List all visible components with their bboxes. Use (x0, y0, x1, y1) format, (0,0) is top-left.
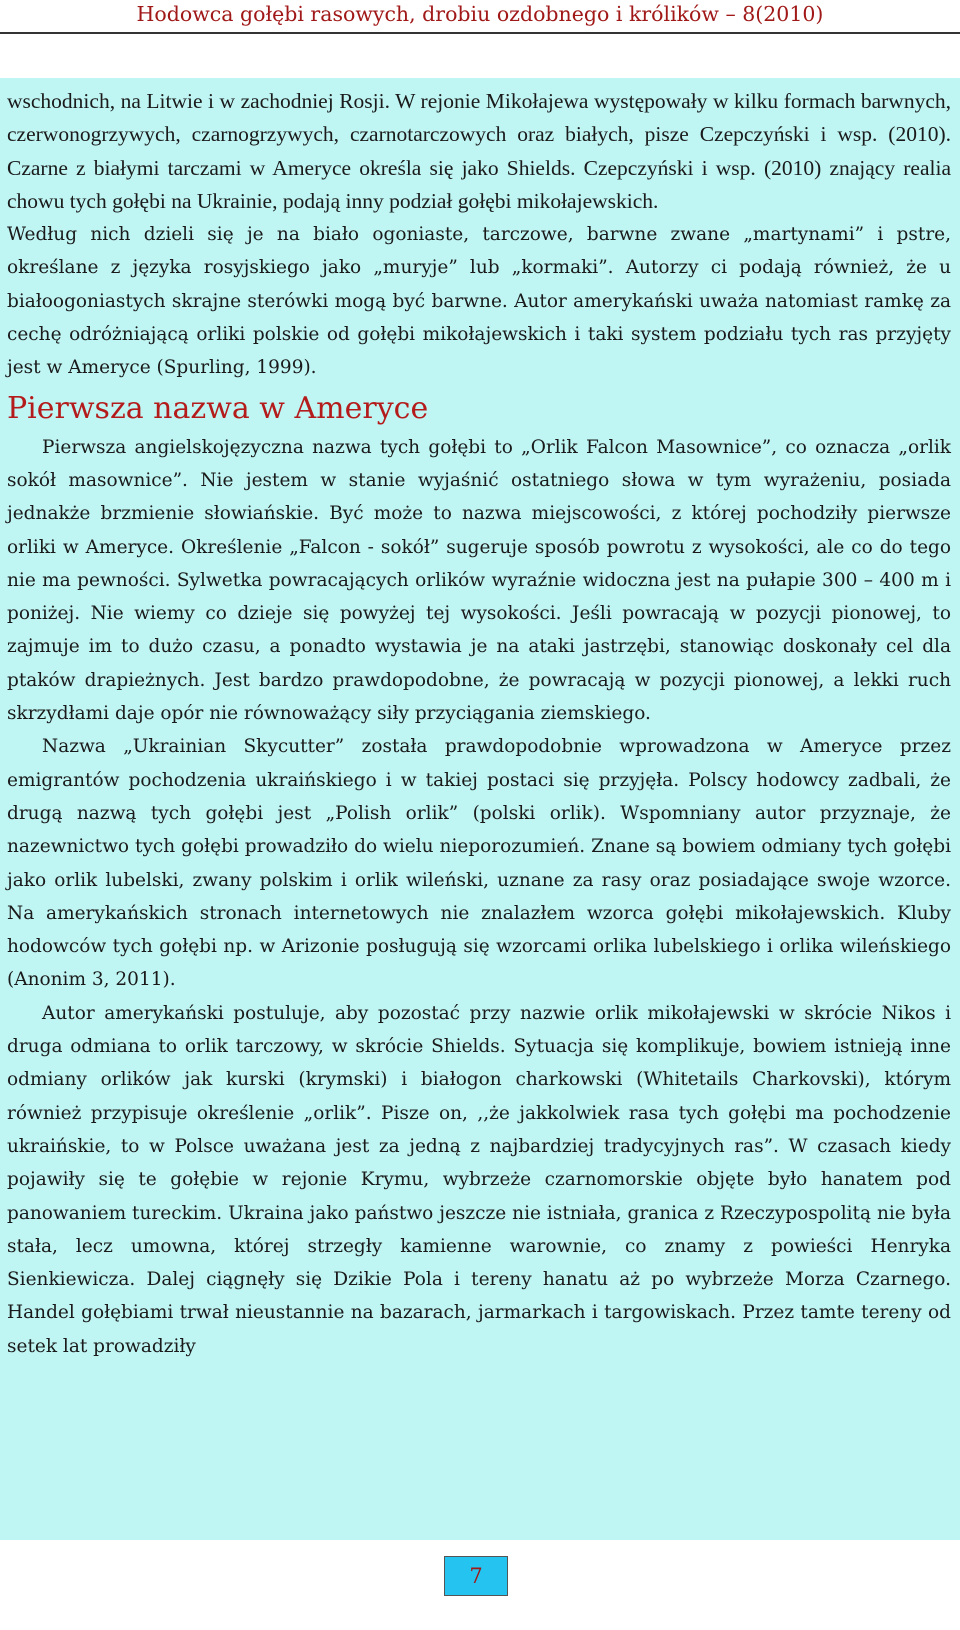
paragraph-nikos: Autor amerykański postuluje, aby pozostać przy nazwie orlik mikołajewski w skrócie Nikos i druga odmiana to orlik tarczowy, w skrócie Shields. Sytuacja się komplikuje, bowiem istnieją inne odmiany orlików jak kurski (krymski) i białogon charkowski (Whitetails Charkovski), którym również przypisuje określenie „orlik”. Pisze on, ,,że jakkolwiek rasa tych gołębi ma pochodzenie ukraińskie, to w Polsce uważana jest za jedną z najbardziej tradycyjnych ras”. W czasach kiedy pojawiły się te gołębie w rejonie Krymu, wybrzeże czarnomorskie objęte było hanatem pod panowaniem tureckim. Ukraina jako państwo jeszcze nie istniała, granica z Rzeczypospolitą nie była stała, lecz umowna, której strzegły kamienne warownie, co znamy z powieści Henryka Sienkiewicza. Dalej ciągnęły się Dzikie Pola i tereny hanatu aż po wybrzeże Morza Czarnego. Handel gołębiami trwał nieustannie na bazarach, jarmarkach i targowiskach. Przez tamte tereny od setek lat prowadziły (7, 1002, 951, 1357)
article-text (7, 85, 951, 1363)
paragraph-continued: wschodnich, na Litwie i w zachodniej Rosji. W rejonie Mikołajewa występowały w kilku formach barwnych, czerwonogrzywych, czarnogrzywych, czarnotarczowych oraz białych, pisze Czepczyński i wsp. (2010). Czarne z białymi tarczami w Ameryce określa się jako Shields. Czepczyński i wsp. (2010) znający realia chowu tych gołębi na Ukrainie, podają inny podział gołębi mikołajewskich. (7, 89, 951, 213)
header-rule (0, 32, 960, 34)
paragraph-continued-2: Według nich dzieli się je na biało ogoniaste, tarczowe, barwne zwane „martynami” i pstre, określane z języka rosyjskiego jako „muryje” lub „kormaki”. Autorzy ci podają również, że u białoogoniastych skrajne sterówki mogą być barwne. Autor amerykański uważa natomiast ramkę za cechę odróżniającą orliki polskie od gołębi mikołajewskich i taki system podziału tych ras przyjęty jest w Ameryce (Spurling, 1999). (7, 224, 951, 379)
section-heading: Pierwsza nazwa w Ameryce (7, 390, 429, 426)
paragraph-first-name: Pierwsza angielskojęzyczna nazwa tych gołębi to „Orlik Falcon Masownice”, co oznacza „orlik sokół masownice”. Nie jestem w stanie wyjaśnić ostatniego słowa w tym wyrażeniu, posiada jednakże brzmienie słowiańskie. Być może to nazwa miejscowości, z której pochodziły pierwsze orliki w Ameryce. Określenie „Falcon - sokół” sugeruje sposób powrotu z wysokości, ale co do tego nie ma pewności. Sylwetka powracających orlików wyraźnie widoczna jest na pułapie 300 – 400 m i poniżej. Nie wiemy co dzieje się powyżej tej wysokości. Jeśli powracają w pozycji pionowej, to zajmuje im to dużo czasu, a ponadto wystawia je na ataki jastrzębi, stanowiąc doskonały cel dla ptaków drapieżnych. Jest bardzo prawdopodobne, że powracają w pozycji pionowej, a lekki ruch skrzydłami daje opór nie równoważący siły przyciągania ziemskiego. (7, 436, 951, 725)
paragraph-skycutter: Nazwa „Ukrainian Skycutter” została prawdopodobnie wprowadzona w Ameryce przez emigrantów pochodzenia ukraińskiego i w takiej postaci się przyjęła. Polscy hodowcy zadbali, że drugą nazwą tych gołębi jest „Polish orlik” (polski orlik). Wspomniany autor przyznaje, że nazewnictwo tych gołębi prowadziło do wielu nieporozumień. Znane są bowiem odmiany tych gołębi jako orlik lubelski, zwany polskim i orlik wileński, uznane za rasy oraz posiadające swoje wzorce. Na amerykańskich stronach internetowych nie znalazłem wzorca gołębi mikołajewskich. Kluby hodowców tych gołębi np. w Arizonie posługują się wzorcami orlika lubelskiego i orlika wileńskiego (Anonim 3, 2011). (7, 736, 951, 991)
running-header: Hodowca gołębi rasowych, drobiu ozdobnego i królików – 8(2010) (136, 2, 824, 26)
article-body (0, 78, 960, 1540)
page-number: 7 (444, 1556, 508, 1596)
